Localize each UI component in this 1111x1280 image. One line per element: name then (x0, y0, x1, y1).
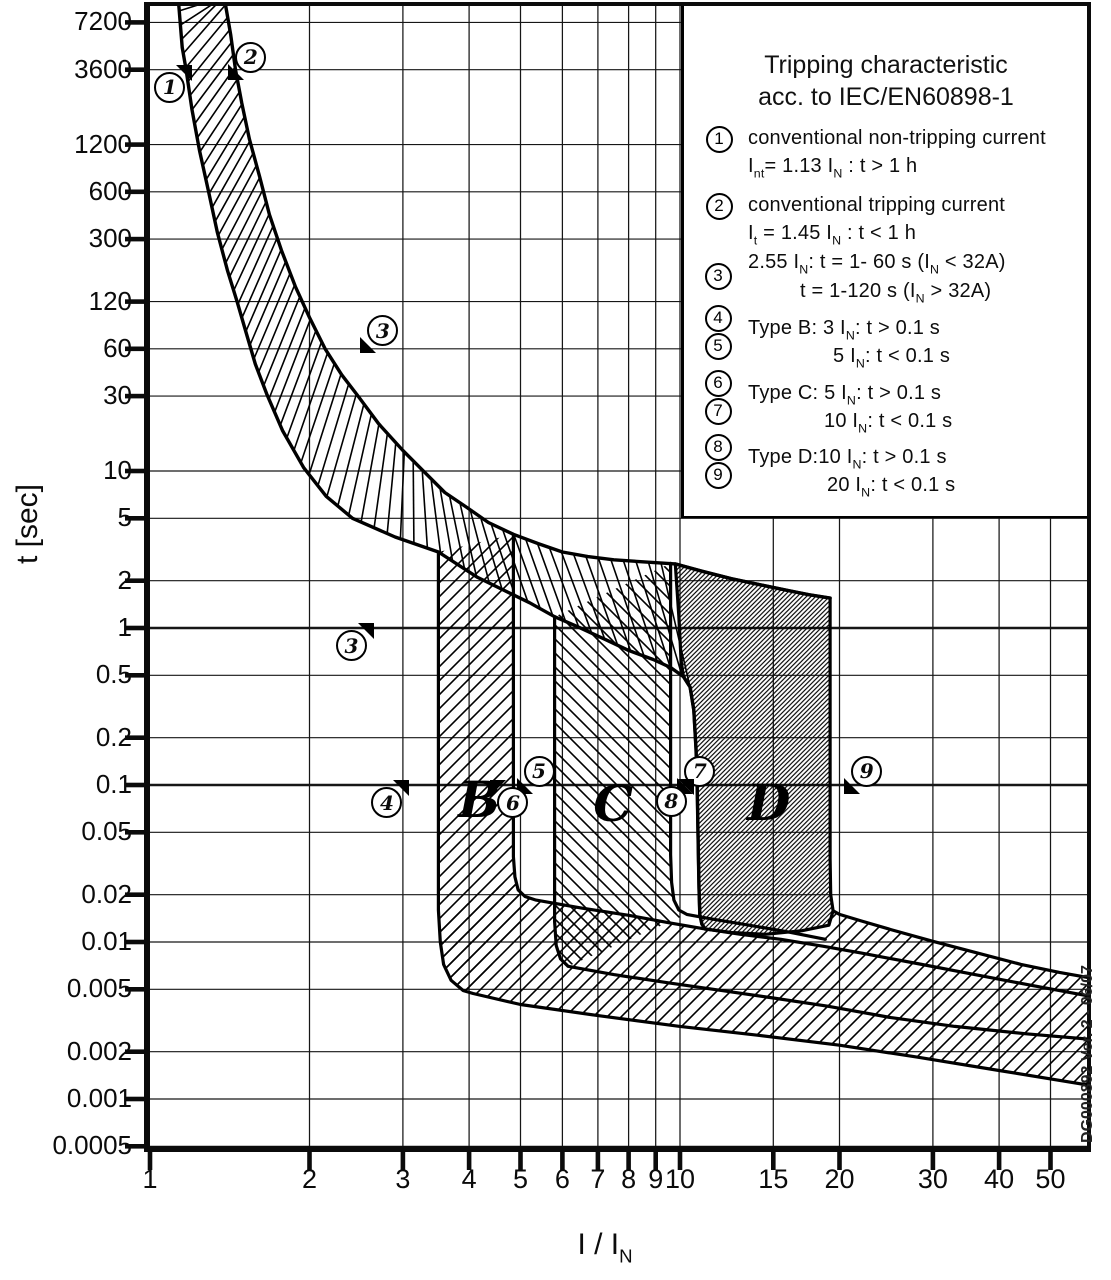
y-tick-label: 0.005 (66, 973, 132, 1004)
y-tick-label: 1 (117, 612, 132, 642)
y-tick-label: 3600 (74, 53, 132, 84)
type-letter-B: B (458, 770, 501, 830)
marker-number: 6 (497, 787, 528, 818)
y-tick-label: 0.05 (81, 816, 132, 847)
plot-border-left (144, 2, 150, 1152)
text-segment: : t > 0.1 s (861, 446, 947, 468)
legend-circle-5: 5 (705, 333, 732, 360)
legend-title-line2: acc. to IEC/EN60898-1 (758, 83, 1014, 111)
text-segment: 10 I (824, 410, 859, 432)
watermark: DG000892 Ver. 2 - 06/07 (1079, 965, 1096, 1143)
text-segment: conventional non-tripping current (748, 127, 1046, 149)
text-segment: conventional tripping current (748, 194, 1006, 216)
text-segment: : t > 0.1 s (856, 382, 942, 404)
x-tick-label: 1 (142, 1164, 158, 1194)
text-segment: Type B: 3 I (748, 317, 846, 339)
x-tick-label: 9 (648, 1164, 664, 1194)
marker-number: 7 (684, 756, 715, 787)
curve-marker-1 (154, 72, 185, 103)
x-tick-label: 15 (758, 1164, 789, 1194)
text-segment: N (852, 457, 862, 472)
x-tick-label: 30 (917, 1164, 948, 1194)
legend-circle-6: 6 (705, 370, 732, 397)
text-segment: : t > 0.1 s (854, 317, 940, 339)
y-tick-label: 2 (117, 564, 132, 595)
text-segment: : t < 0.1 s (870, 474, 956, 496)
y-tick-label: 0.02 (81, 878, 132, 909)
y-tick-label: 0.1 (95, 769, 132, 799)
x-tick-label: 2 (302, 1164, 318, 1194)
legend-circle-3: 3 (705, 263, 732, 290)
legend-circle-2: 2 (706, 193, 733, 220)
curve-marker-4 (371, 787, 402, 818)
legend-circle-9: 9 (705, 462, 732, 489)
x-tick-label: 5 (512, 1164, 528, 1194)
y-axis-title: t [sec] (11, 483, 44, 565)
text-segment: N (858, 421, 868, 436)
curve-marker-9 (851, 756, 882, 787)
x-tick-label: 3 (395, 1164, 411, 1194)
text-segment: I / I (577, 1228, 620, 1261)
text-segment: < 32A) (939, 251, 1006, 273)
marker-number: 5 (524, 756, 555, 787)
x-tick-label: 8 (621, 1164, 637, 1194)
curve-marker-2 (235, 42, 266, 73)
y-tick-label: 0.001 (66, 1083, 132, 1113)
plot-border-top (144, 2, 1090, 6)
text-segment: N (619, 1245, 633, 1267)
type-letter-D: D (746, 772, 791, 832)
marker-number: 4 (371, 787, 402, 818)
legend-circle-7: 7 (705, 398, 732, 425)
curve-marker-3 (336, 630, 367, 661)
text-segment: N (845, 328, 855, 343)
text-segment: nt (753, 166, 765, 181)
text-segment: = 1.45 I (757, 222, 833, 244)
text-segment: t = 1-120 s (I (800, 280, 916, 302)
marker-number: 8 (656, 786, 687, 817)
x-tick-label: 7 (590, 1164, 606, 1194)
x-tick-label: 20 (824, 1164, 855, 1194)
text-segment: I (748, 155, 754, 177)
text-segment: Type D:10 I (748, 446, 853, 468)
y-tick-label: 5 (117, 502, 132, 533)
text-segment: N (832, 233, 842, 248)
text-segment: : t < 0.1 s (867, 410, 953, 432)
text-segment: : t < 0.1 s (865, 345, 951, 367)
y-tick-label: 0.01 (81, 926, 132, 956)
curve-marker-5 (524, 756, 555, 787)
legend-circle-8: 8 (705, 434, 732, 461)
y-tick-label: 300 (88, 223, 132, 254)
text-segment: 5 I (833, 345, 856, 367)
x-tick-label: 50 (1035, 1164, 1066, 1194)
y-tick-label: 0.5 (95, 659, 132, 690)
marker-number: 2 (235, 42, 266, 73)
x-tick-label: 6 (554, 1164, 570, 1194)
x-tick-label: 10 (664, 1164, 696, 1194)
legend-box (681, 5, 1088, 518)
marker-number: 1 (154, 72, 185, 103)
text-segment: N (833, 166, 843, 181)
x-tick-label: 4 (461, 1164, 477, 1194)
curve-marker-8 (656, 786, 687, 817)
text-segment: : t < 1 h (841, 222, 917, 244)
text-segment: N (855, 356, 865, 371)
text-segment: 20 I (827, 474, 862, 496)
marker-number: 3 (367, 315, 398, 346)
text-segment: t (753, 233, 758, 248)
main-band-rung-hatch (178, 0, 690, 687)
marker-number: 9 (851, 756, 882, 787)
y-tick-label: 0.2 (95, 721, 132, 752)
y-tick-label: 10 (103, 455, 132, 485)
text-segment: N (930, 262, 940, 277)
text-segment: = 1.13 I (764, 155, 834, 177)
text-segment: Type C: 5 I (748, 382, 847, 404)
legend-circle-4: 4 (705, 305, 732, 332)
y-tick-label: 600 (88, 175, 132, 206)
x-axis-title (520, 1228, 690, 1267)
x-tick-label: 40 (984, 1164, 1015, 1194)
legend-circle-1: 1 (706, 126, 733, 153)
text-segment: I (748, 222, 754, 244)
marker-number: 3 (336, 630, 367, 661)
text-segment: > 32A) (924, 280, 992, 302)
text-segment: 2.55 I (748, 251, 800, 273)
legend-title-line1: Tripping characteristic (764, 51, 1008, 79)
text-segment: N (799, 262, 809, 277)
y-tick-label: 1200 (74, 128, 132, 159)
curve-marker-6 (497, 787, 528, 818)
text-segment: N (861, 485, 871, 500)
y-tick-label: 120 (88, 285, 132, 316)
plot-border-bottom (144, 1146, 1091, 1152)
y-tick-label: 0.0005 (52, 1130, 132, 1161)
y-tick-label: 60 (103, 332, 132, 363)
type-letter-C: C (593, 774, 634, 834)
text-segment: : t = 1- 60 s (I (808, 251, 930, 273)
text-segment: : t > 1 h (842, 155, 918, 177)
y-tick-label: 7200 (74, 6, 132, 37)
text-segment: N (915, 291, 925, 306)
y-tick-label: 30 (103, 380, 132, 411)
y-tick-label: 0.002 (66, 1035, 132, 1066)
text-segment: N (846, 393, 857, 408)
curve-marker-3 (367, 315, 398, 346)
